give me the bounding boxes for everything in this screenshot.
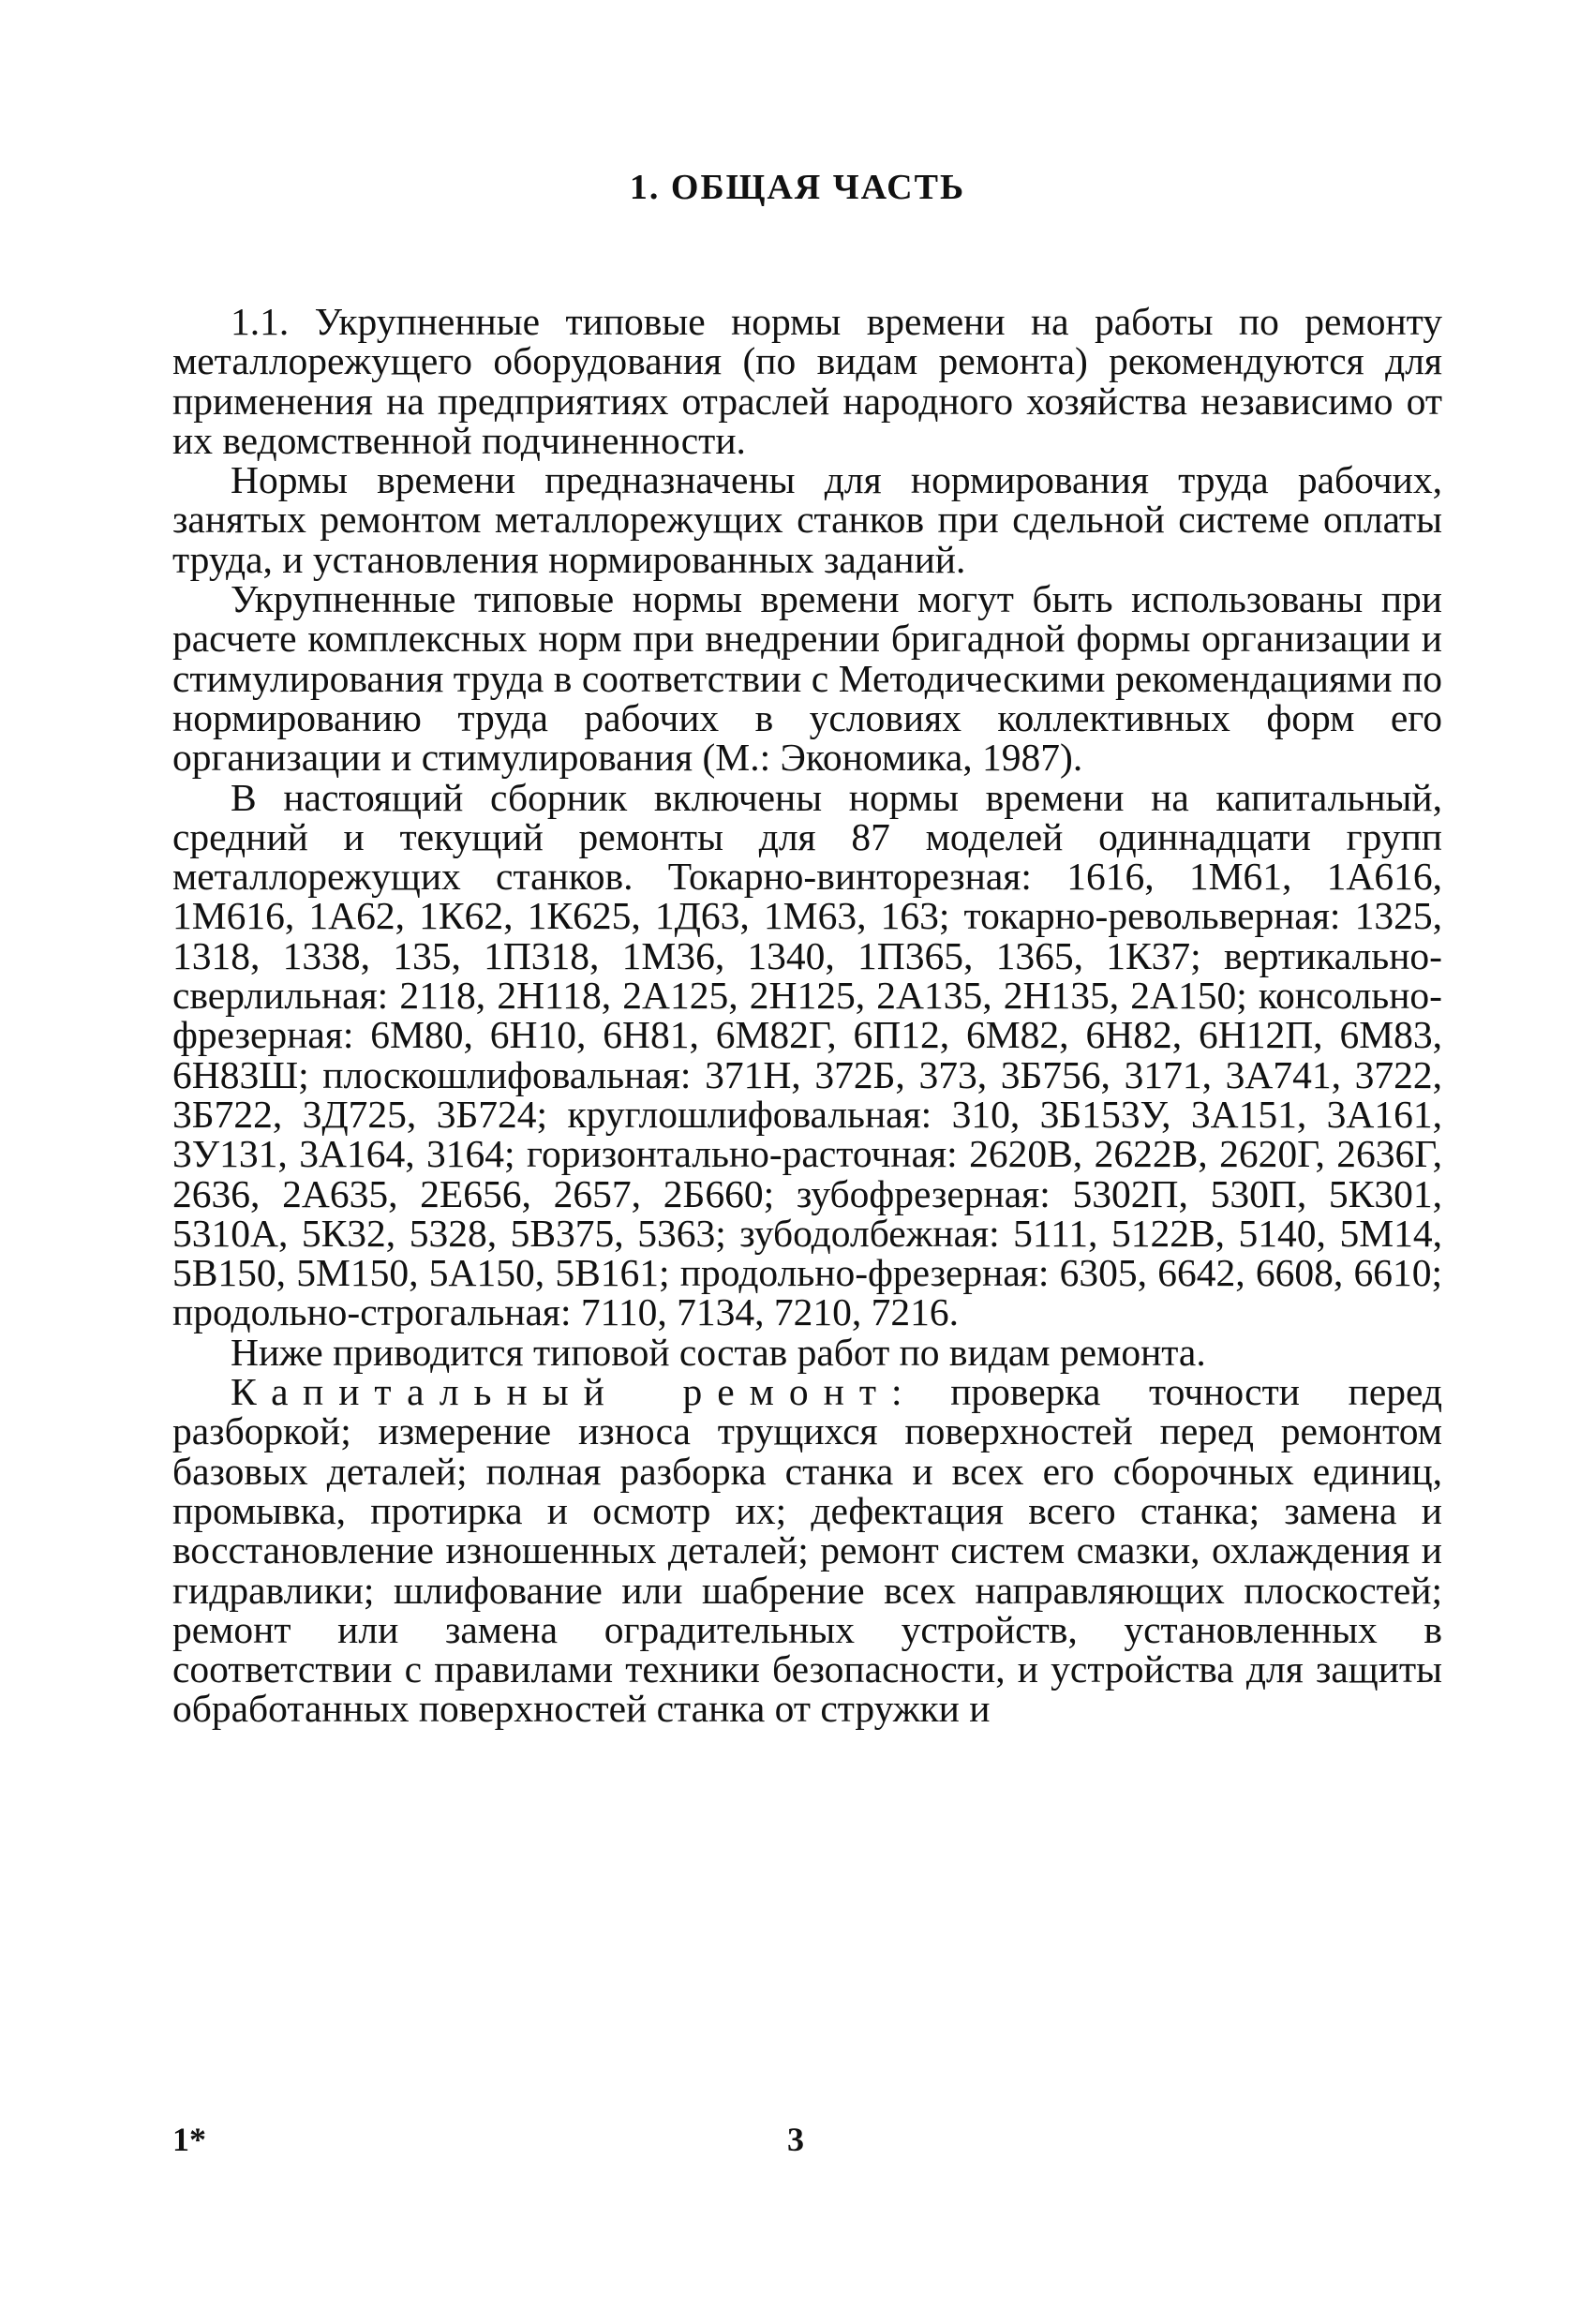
page-number: 3 xyxy=(787,2121,804,2158)
paragraph-scope: 1.1. Укрупненные типовые нормы времени на работы по ремонту металлорежущего оборудования (по видам ремонта) рекомендуются для применения на предприятиях отраслей народного хозяйства независимо от их ведомственной подчиненности. xyxy=(172,300,1442,462)
section-title: 1. ОБЩАЯ ЧАСТЬ xyxy=(629,168,966,207)
capital-repair-label: Капитальный ремонт xyxy=(231,1370,891,1414)
paragraph-capital-repair xyxy=(172,1372,1442,1729)
paragraph-work-composition-intro: Ниже приводится типовой состав работ по видам ремонта. xyxy=(231,1330,1206,1374)
body-text xyxy=(172,302,1442,1729)
capital-repair-text: : проверка точности перед разборкой; измерение износа трущихся поверхностей перед ремонтом базовых деталей; полная разборка станка и всех его сборочных единиц, промывка, протирка и осмотр их; дефектация всего станка; замена и восстановление изношенных деталей; ремонт систем смазки, охлаждения и гидравлики; шлифование или шабрение всех направляющих плоскостей; ремонт или замена оградительных устройств, установленных в соответствии с правилами техники безопасности, и устройства для защиты обработанных поверхностей станка от стружки и xyxy=(172,1370,1442,1731)
paragraph-purpose: Нормы времени предназначены для нормирования труда рабочих, занятых ремонтом металлорежущих станков при сдельной системе оплаты труда, и установления нормированных заданий. xyxy=(172,458,1442,581)
paragraph-machine-models: В настоящий сборник включены нормы времени на капитальный, средний и текущий ремонты для 87 моделей одиннадцати групп металлорежущих станков. Токарно-винторезная: 1616, 1М61, 1А616, 1М616, 1А62, 1К62, 1К625, 1Д63, 1М63, 163; токарно-револьверная: 1325, 1318, 1338, 135, 1П318, 1М36, 1340, 1П365, 1365, 1К37; вертикально-сверлильная: 2118, 2Н118, 2А125, 2Н125, 2А135, 2Н135, 2А150; консольно-фрезерная: 6М80, 6Н10, 6Н81, 6М82Г, 6П12, 6М82, 6Н82, 6Н12П, 6М83, 6Н83Ш; плоскошлифовальная: 371Н, 372Б, 373, 3Б756, 3171, 3А741, 3722, 3Б722, 3Д725, 3Б724; круглошлифовальная: 310, 3Б153У, 3А151, 3А161, 3У131, 3А164, 3164; горизонтально-расточная: 2620В, 2622В, 2620Г, 2636Г, 2636, 2А635, 2Е656, 2657, 2Б660; зубофрезерная: 5302П, 530П, 5К301, 5310А, 5К32, 5328, 5В375, 5363; зубодолбежная: 5111, 5122В, 5140, 5М14, 5В150, 5М150, 5А150, 5В161; продольно-фрезерная: 6305, 6642, 6608, 6610; продольно-строгальная: 7110, 7134, 7210, 7216. xyxy=(172,775,1442,1334)
signature-mark: 1* xyxy=(172,2121,206,2158)
paragraph-brigade-use: Укрупненные типовые нормы времени могут быть использованы при расчете комплексных норм при внедрении бригадной формы организации и стимулирования труда в соответствии с Методическими рекомендациями по нормированию труда рабочих в условиях коллективных форм его организации и стимулирования (М.: Экономика, 1987). xyxy=(172,577,1442,780)
